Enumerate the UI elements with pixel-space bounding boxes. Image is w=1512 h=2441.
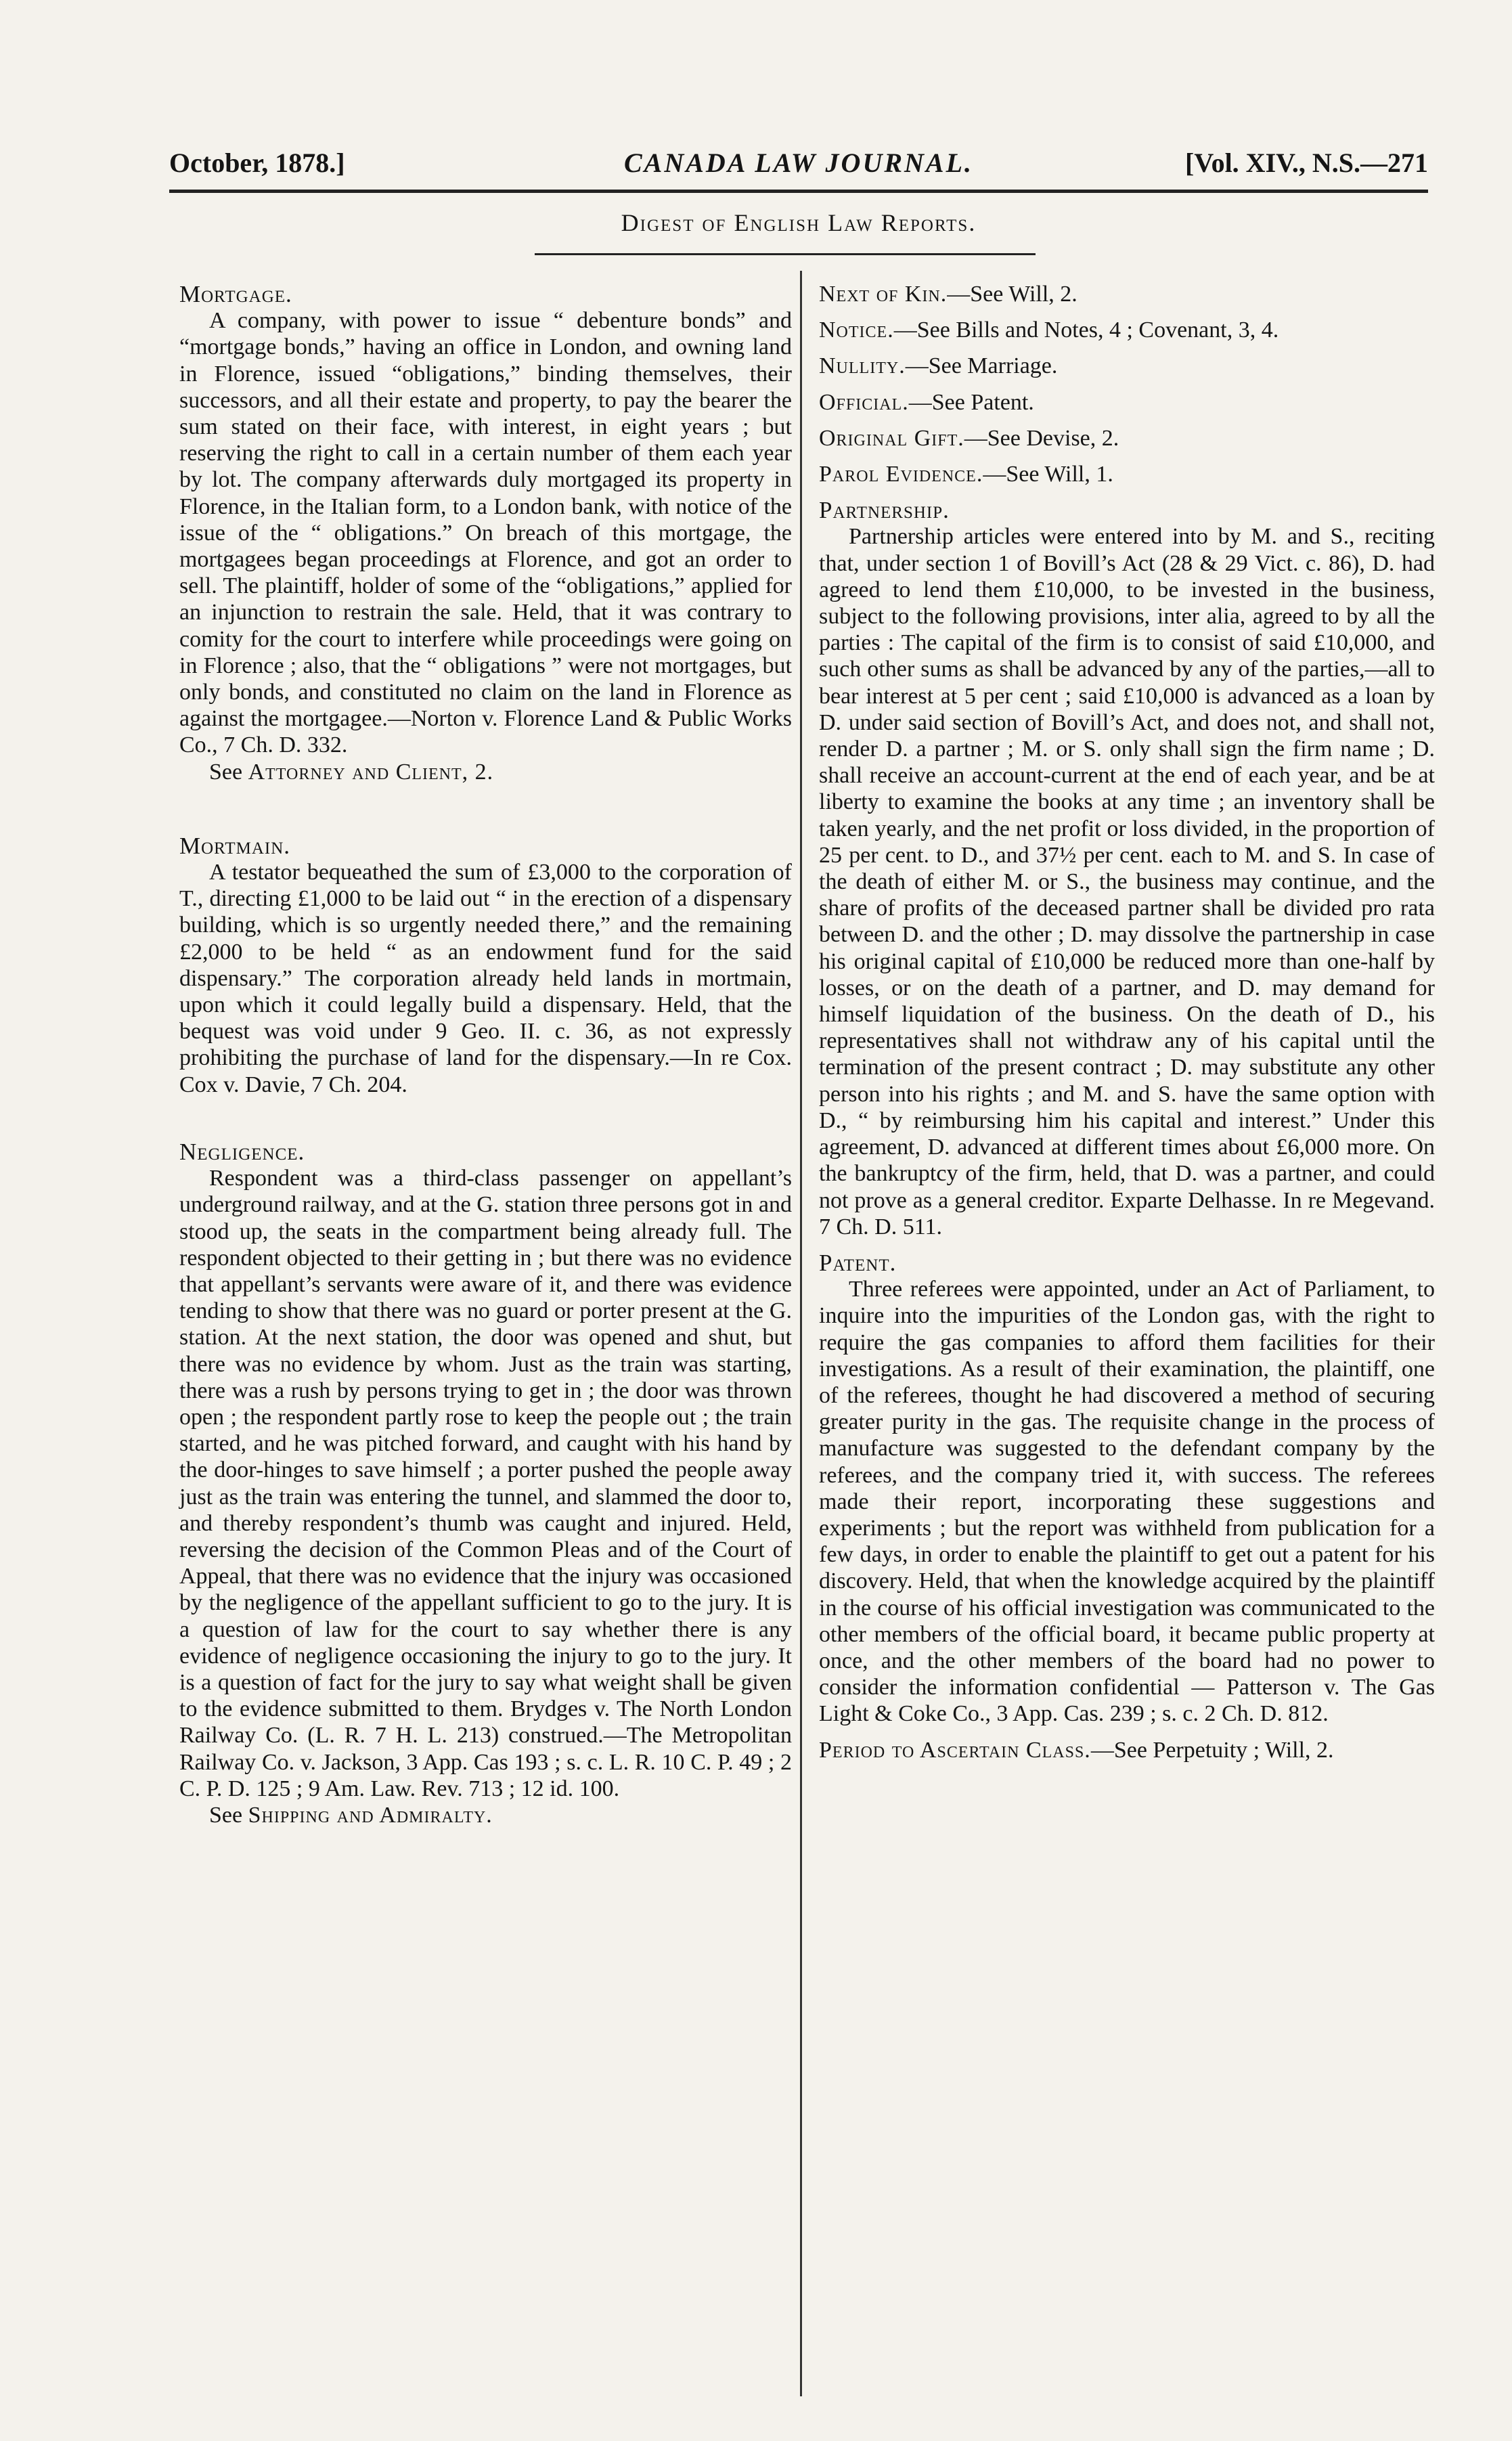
entry-body: A testator bequeathed the sum of £3,000 to the corporation of T., directing £1,000 to be laid out “ in the erection of a dispensary building, which is so urgently needed there,” and the remaining £2,000 to be held “ as an endowment fund for the said dispensary.” The corporation already held lands in mortmain, upon which it could legally build a dispensary. Held, that the bequest was void under 9 Geo. II. c. 36, as not expressly prohibiting the purchase of land for the dispensary.—In re Cox. Cox v. Davie, 7 Ch. 204. [179, 860, 792, 1097]
xref-term: Nullity. [819, 353, 906, 379]
entry-body: Partnership articles were entered into by M. and S., reciting that, under section 1 of Bovill’s Act (28 & 29 Vict. c. 86), D. had agreed to lend them £10,000, to be invested in the business, subject to the following provisions, inter alia, agreed to by all the parties : The capital of the firm is to consist of said £10,000, and such other sums as shall be advanced by any of the parties,—all to bear interest at 5 per cent ; said £10,000 is advanced as a loan by D. under said section of Bovill’s Act, and does not, and shall not, render D. a partner ; M. or S. only shall sign the firm name ; D. shall receive an account-current at the end of each year, and be at liberty to examine the books at any time ; an inventory shall be taken yearly, and the net profit or loss divided, in the proportion of 25 per cent. to D., and 37½ per cent. each to M. and S. In case of the death of either M. or S., the business may continue, and the share of profits of the deceased partner shall be divided pro rata between D. and the other ; D. may dissolve the partnership in case his original capital of £10,000 be reduced more than one-half by losses, or on the death of a partner, and D. may demand for himself liquidation of the business. On the death of D., his representatives shall not withdraw any of his capital until the termination of the present contract ; D. may substitute any other person into his rights ; and M. and S. have the same option with D., “ by reimbursing him his capital and interest.” Under this agreement, D. advanced at different times about £6,000 more. On the bankruptcy of the firm, held, that D. was a partner, and could not prove as a general creditor. Exparte Delhasse. In re Megevand. 7 Ch. D. 511. [819, 524, 1435, 1239]
entry-body: A company, with power to issue “ debenture bonds” and “mortgage bonds,” having an office in London, and owning land in Florence, issued “obligations,” binding themselves, their successors, and all their estate and property, to pay the bearer the sum stated on their face, with interest, in eight years ; but reserving the right to call in a certain number of them each year by lot. The company afterwards duly mortgaged its property in Florence, in the Italian form, to a London bank, with notice of the issue of the “ obligations.” On breach of this mortgage, the mortgagees began proceedings at Florence, and got an order to sell. The plaintiff, holder of some of the “obligations,” applied for an injunction to restrain the sale. Held, that it was contrary to comity for the court to interfere while proceedings were going on in Florence ; also, that the “ obligations ” were not mortgages, but only bonds, and constituted no claim on the land in Florence as against the mortgagee.—Norton v. Florence Land & Public Works Co., 7 Ch. D. 332. [179, 308, 792, 758]
header-journal-title: CANADA LAW JOURNAL. [623, 148, 974, 178]
xref-term: Period to Ascertain Class. [819, 1737, 1091, 1763]
column-divider [800, 271, 802, 2396]
entry-negligence [179, 1139, 792, 1828]
xref-target: —See Will, 1. [983, 462, 1113, 487]
xref-nullity [819, 353, 1435, 379]
entry-body: Three referees were appointed, under an Act of Parliament, to inquire into the impurities of the London gas, with the right to require the gas companies to afford them facilities for their investigations. As a result of their examination, the plaintiff, one of the referees, thought he had discovered a method of securing greater purity in the gas. The requisite change in the process of manufacture was suggested to the defendant company by the referees, and the company tried it, with success. The referees made their report, incorporating these suggestions and experiments ; but the report was withheld from publication for a few days, in order to enable the plaintiff to get out a patent for his discovery. Held, that when the knowledge acquired by the plaintiff in the course of his official investigation was communicated to the other members of the official board, it became public property at once, and the other members of the board had no power to consider the information confidential — Patterson v. The Gas Light & Coke Co., 3 App. Cas. 239 ; s. c. 2 Ch. D. 812. [819, 1277, 1435, 1727]
left-column [179, 281, 792, 1828]
xref-notice [819, 317, 1435, 343]
xref-term: Next of Kin. [819, 282, 948, 307]
entry-heading: Negligence. [179, 1138, 305, 1165]
xref-target: —See Devise, 2. [964, 425, 1119, 451]
right-column [819, 281, 1435, 1773]
see-also [179, 759, 792, 785]
xref-target: —See Marriage. [905, 353, 1058, 379]
entry-mortgage [179, 281, 792, 785]
xref-original-gift [819, 425, 1435, 452]
header-rule [169, 190, 1428, 193]
header-date: October, 1878.] [169, 148, 345, 178]
entry-heading: Patent. [819, 1249, 897, 1276]
section-title: Digest of English Law Reports. [621, 209, 977, 236]
see-also [179, 1802, 792, 1828]
xref-target: —See Perpetuity ; Will, 2. [1090, 1737, 1334, 1763]
entry-heading: Mortmain. [179, 832, 291, 859]
see-prefix: See [209, 1802, 243, 1828]
xref-term: Official. [819, 389, 909, 415]
entry-heading: Partnership. [819, 497, 950, 524]
header-volume-page: [Vol. XIV., N.S.—271 [1185, 148, 1428, 178]
see-reference: Shipping and Admiralty. [248, 1802, 493, 1828]
section-title-rule [535, 253, 1036, 255]
xref-target: —See Patent. [908, 389, 1034, 415]
entry-body: Respondent was a third-class passenger on appellant’s underground railway, and at the G. station three persons got in and stood up, the seats in the compartment being already full. The respondent objected to their getting in ; but there was no evidence that appellant’s servants were aware of it, and there was evidence tending to show that there was no guard or porter present at the G. station. At the next station, the door was opened and shut, but there was no evidence by whom. Just as the train was starting, there was a rush by persons trying to get in ; the door was thrown open ; the respondent partly rose to keep the people out ; the train started, and he was pitched forward, and caught with his hand by the door-hinges to save himself ; a porter pushed the people away just as the train was entering the tunnel, and slammed the door to, and thereby respondent’s thumb was caught and injured. Held, reversing the decision of the Common Pleas and of the Court of Appeal, that there was no evidence that the injury was occasioned by the negligence of the appellant sufficient to go to the jury. It is a question of law for the court to say whether there is any evidence of negligence occasioning the injury to go to the jury. It is a question of fact for the jury to say what weight shall be given to the evidence submitted to them. Brydges v. The North London Railway Co. (L. R. 7 H. L. 213) construed.—The Metropolitan Railway Co. v. Jackson, 3 App. Cas 193 ; s. c. L. R. 10 C. P. 49 ; 2 C. P. D. 125 ; 9 Am. Law. Rev. 713 ; 12 id. 100. [179, 1166, 792, 1801]
xref-term: Parol Evidence. [819, 462, 983, 487]
entry-partnership [819, 497, 1435, 1240]
entry-patent [819, 1250, 1435, 1728]
xref-parol-evidence [819, 461, 1435, 487]
see-prefix: See [209, 759, 243, 785]
see-reference: Attorney and Client, 2. [248, 759, 494, 785]
xref-target: —See Bills and Notes, 4 ; Covenant, 3, 4. [893, 317, 1279, 343]
running-header [169, 139, 1428, 186]
xref-term: Original Gift. [819, 425, 964, 451]
xref-target: —See Will, 2. [947, 282, 1077, 307]
xref-term: Notice. [819, 317, 894, 343]
entry-heading: Mortgage. [179, 281, 292, 307]
xref-period-to-ascertain-class [819, 1737, 1435, 1763]
entry-mortmain [179, 833, 792, 1098]
xref-next-of-kin [819, 281, 1435, 307]
xref-official [819, 389, 1435, 416]
